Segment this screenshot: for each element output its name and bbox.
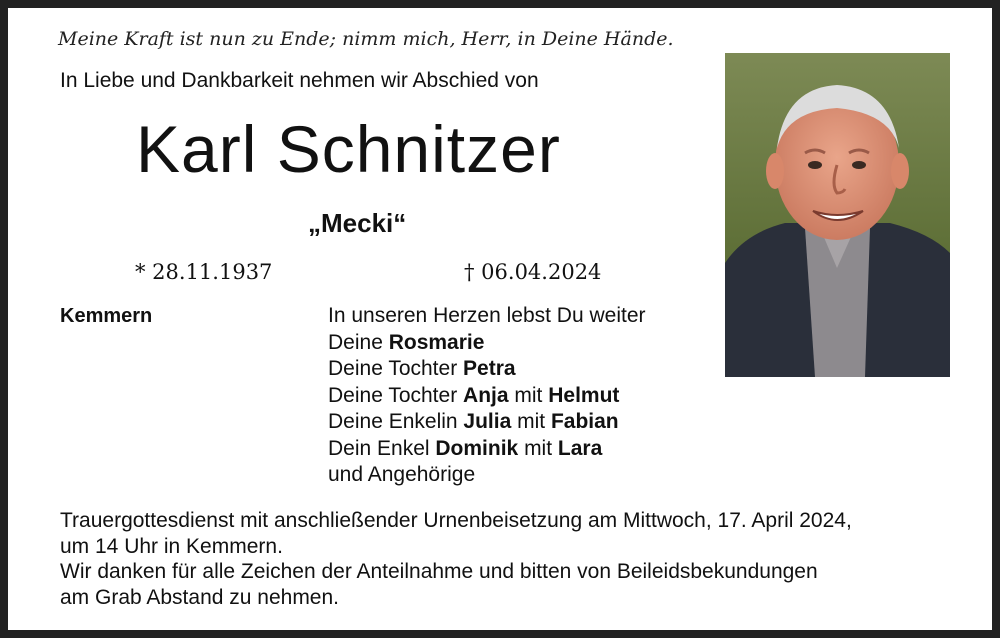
birth-date: * 28.11.1937 [135,260,273,284]
service-line: Trauergottesdienst mit anschließender Urnenbeisetzung am Mittwoch, 17. April 2024, [60,509,852,532]
family-heading: In unseren Herzen lebst Du weiter [328,304,646,327]
obituary-card [8,8,992,630]
nickname: „Mecki“ [308,208,407,238]
service-line: am Grab Abstand zu nehmen. [60,585,339,609]
death-date: † 06.04.2024 [464,260,602,284]
family-line: Dein Enkel Dominik mit Lara [328,436,603,460]
verse: Meine Kraft ist nun zu Ende; nimm mich, Herr, in Deine Hände. [58,28,674,50]
service-line: Wir danken für alle Zeichen der Anteilnahme und bitten von Beileidsbekundungen [60,560,818,583]
service-notice [60,508,852,610]
family-line: Deine Enkelin Julia mit Fabian [328,410,619,433]
family-line: Deine Rosmarie [328,330,485,354]
family-closing: und Angehörige [328,463,476,486]
portrait-illustration [725,53,950,377]
family-line: Deine Tochter Anja mit Helmut [328,383,620,407]
intro-text: In Liebe und Dankbarkeit nehmen wir Abschied von [60,69,539,92]
portrait-photo [725,53,950,377]
deceased-name: Karl Schnitzer [136,112,561,186]
service-line: um 14 Uhr in Kemmern. [60,534,283,558]
place: Kemmern [60,305,153,327]
family-list [328,303,646,489]
family-line: Deine Tochter Petra [328,357,516,380]
